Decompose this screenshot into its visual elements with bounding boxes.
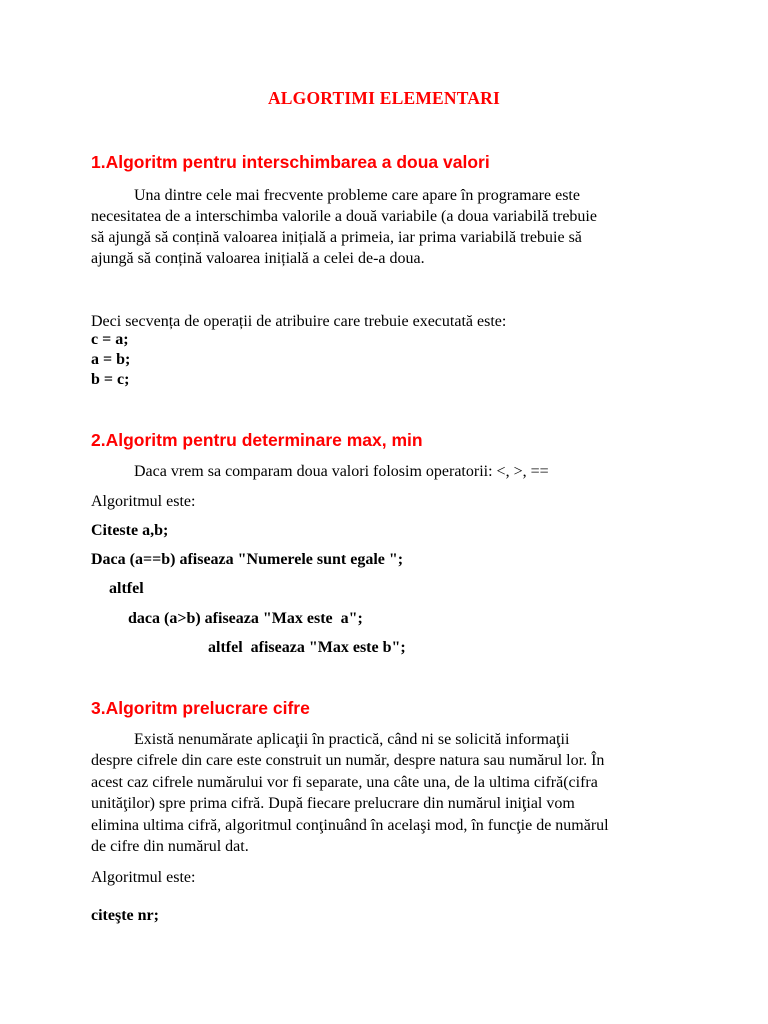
section-3-heading: 3.Algoritm prelucrare cifre — [91, 698, 310, 718]
section-3-paragraph-line: despre cifrele din care este construit un număr, despre natura sau numărul lor. În — [91, 752, 605, 769]
section-3-algo-label: Algoritmul este: — [91, 869, 196, 886]
page-title: ALGORTIMI ELEMENTARI — [267, 88, 501, 108]
section-1-paragraph-line: Una dintre cele mai frecvente probleme care apare în programare este — [134, 187, 580, 204]
code-line: a = b; — [91, 351, 131, 368]
code-line: b = c; — [91, 371, 130, 388]
section-1-paragraph-line: ajungă să conțină valoarea inițială a celei de-a doua. — [91, 250, 425, 267]
section-1-heading: 1.Algoritm pentru interschimbarea a doua valori — [91, 152, 490, 172]
section-1-paragraph-line: să ajungă să conțină valoarea inițială a primeia, iar prima variabilă trebuie să — [91, 229, 582, 246]
section-1-intro: Deci secvența de operații de atribuire care trebuie executată este: — [91, 313, 507, 330]
code-line: citeşte nr; — [91, 907, 159, 924]
code-line: Daca (a==b) afiseaza "Numerele sunt egale "; — [91, 551, 404, 568]
section-2-algo-label: Algoritmul este: — [91, 493, 196, 510]
section-3-paragraph-line: acest caz cifrele numărului vor fi separate, una câte una, de la ultima cifră(cifra — [91, 774, 598, 791]
section-2-heading: 2.Algoritm pentru determinare max, min — [91, 430, 423, 450]
code-line: daca (a>b) afiseaza "Max este a"; — [128, 610, 363, 627]
section-3-paragraph-line: unităţilor) spre prima cifră. După fiecare prelucrare din numărul iniţial vom — [91, 795, 575, 812]
section-3-paragraph-line: elimina ultima cifră, algoritmul conţinuând în acelaşi mod, în funcţie de numărul — [91, 817, 609, 834]
code-line: Citeste a,b; — [91, 522, 169, 539]
section-3-paragraph-line: de cifre din numărul dat. — [91, 838, 249, 855]
section-1-paragraph-line: necesitatea de a interschimba valorile a două variabile (a doua variabilă trebuie — [91, 208, 597, 225]
code-line: altfel afiseaza "Max este b"; — [208, 639, 406, 656]
code-line: c = a; — [91, 331, 129, 348]
section-2-paragraph: Daca vrem sa comparam doua valori folosim operatorii: <, >, == — [134, 463, 549, 480]
code-line: altfel — [109, 580, 144, 597]
section-3-paragraph-line: Există nenumărate aplicaţii în practică, când ni se solicită informaţii — [134, 731, 570, 748]
